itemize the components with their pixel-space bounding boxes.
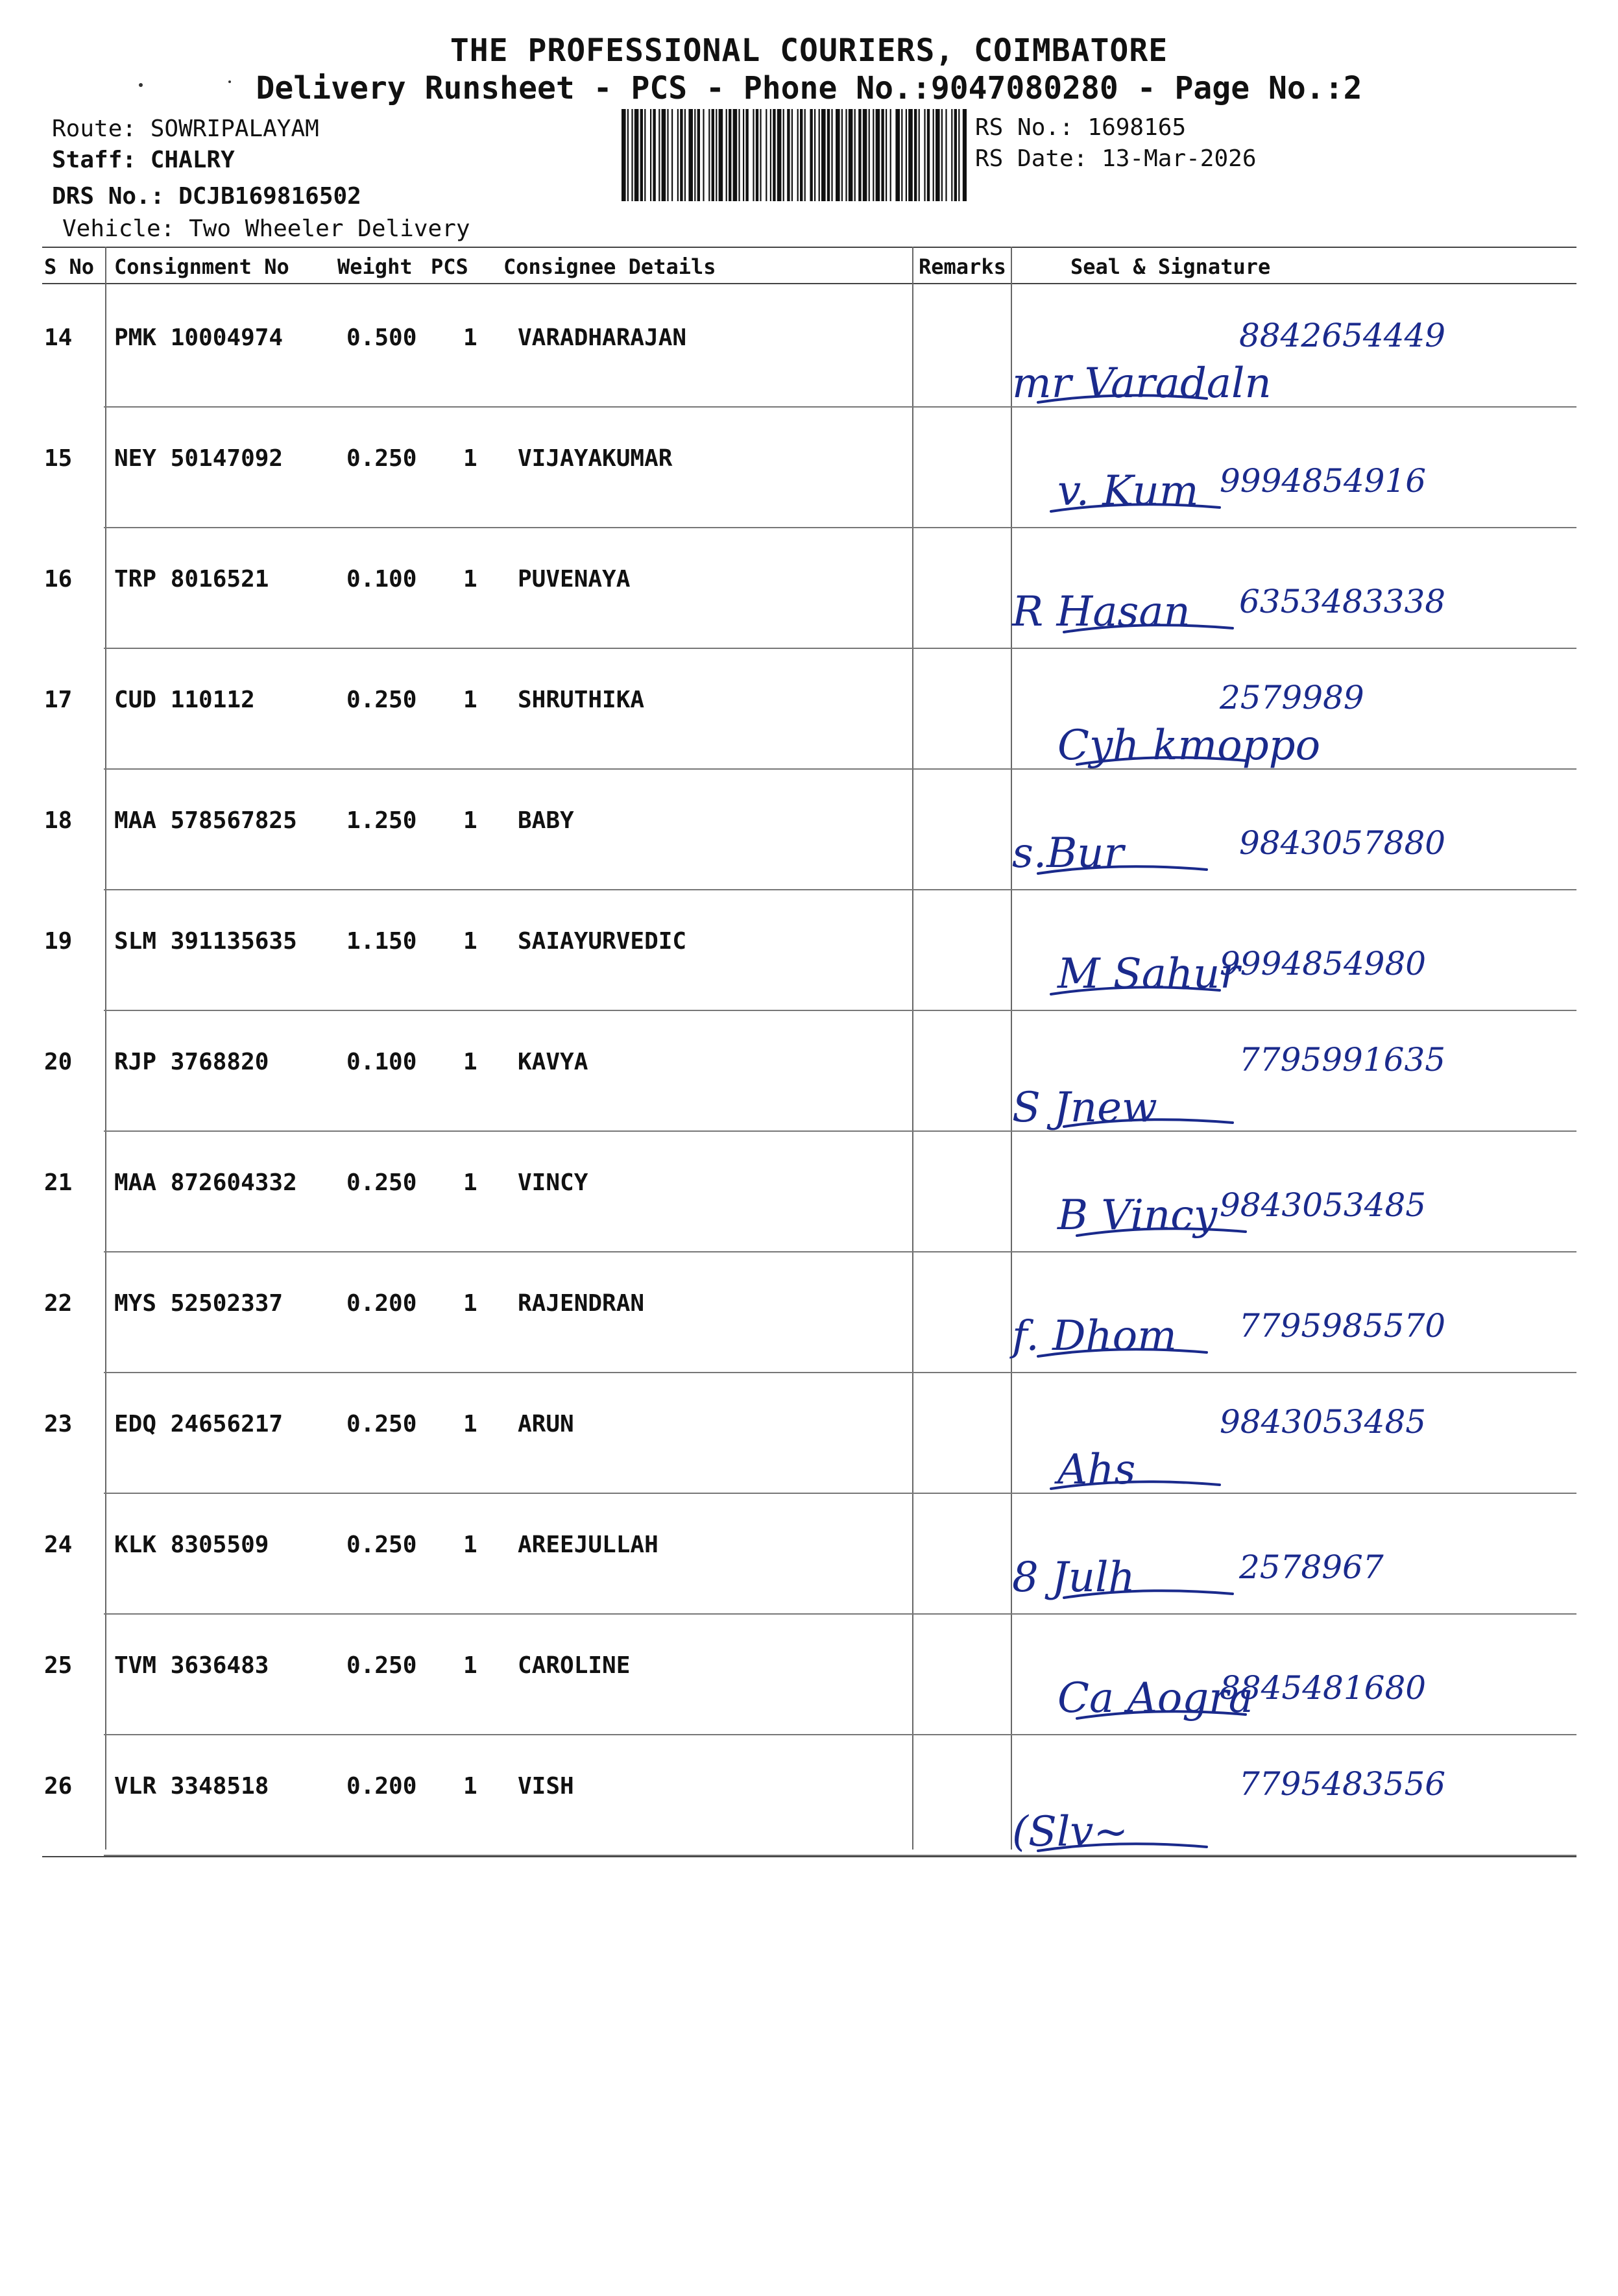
cell-consignee: BABY [518, 807, 574, 834]
barcode-bar [804, 109, 806, 201]
signature-name: M Sahur [1057, 950, 1240, 998]
barcode [622, 109, 967, 201]
rs-date-line [975, 145, 1257, 172]
barcode-bar [924, 109, 925, 201]
barcode-bar [814, 109, 815, 201]
cell-weight: 0.200 [346, 1290, 417, 1317]
cell-weight: 0.500 [346, 324, 417, 351]
barcode-bar [753, 109, 754, 201]
cell-weight: 0.250 [346, 1169, 417, 1196]
barcode-bar [766, 109, 767, 201]
cell-consignee: VINCY [518, 1169, 588, 1196]
cell-weight: 0.200 [346, 1773, 417, 1800]
barcode-bar [841, 109, 843, 201]
barcode-bar [863, 109, 867, 201]
handwritten-signature [999, 1615, 1583, 1735]
signature-phone: 6353483338 [1239, 583, 1446, 620]
barcode-bar [644, 109, 646, 201]
rs-date-label: RS Date: [975, 145, 1088, 172]
cell-consignee: PUVENAYA [518, 566, 631, 592]
barcode-bar [821, 109, 826, 201]
column-header-remarks: Remarks [919, 254, 1006, 279]
signature-phone: 2579989 [1220, 679, 1364, 716]
cell-consignee: AREEJULLAH [518, 1532, 658, 1558]
cell-sno: 26 [44, 1773, 73, 1800]
barcode-bar [869, 109, 870, 201]
barcode-bar [631, 109, 633, 201]
table-row [0, 408, 1618, 528]
barcode-bar [906, 109, 907, 201]
signature-phone: 9843053485 [1220, 1403, 1427, 1441]
signature-phone: 2578967 [1239, 1548, 1384, 1586]
barcode-bar [858, 109, 861, 201]
drs-line [52, 183, 361, 210]
cell-pcs: 1 [463, 1532, 477, 1558]
barcode-bar [886, 109, 887, 201]
signature-phone: 7795483556 [1239, 1765, 1446, 1803]
handwritten-signature [999, 1494, 1583, 1615]
cell-sno: 17 [44, 687, 73, 713]
cell-consignee: VARADHARAJAN [518, 324, 687, 351]
cell-consignment: PMK 10004974 [114, 324, 284, 351]
cell-pcs: 1 [463, 1411, 477, 1437]
scan-speck [228, 80, 231, 83]
barcode-bar [658, 109, 660, 201]
column-header-signature: Seal & Signature [1070, 254, 1271, 279]
cell-consignment: KLK 8305509 [114, 1532, 269, 1558]
cell-weight: 0.250 [346, 1652, 417, 1679]
staff-line [52, 147, 235, 173]
cell-sno: 14 [44, 324, 73, 351]
barcode-bar [849, 109, 853, 201]
cell-consignee: RAJENDRAN [518, 1290, 645, 1317]
cell-pcs: 1 [463, 1773, 477, 1800]
signature-phone: 9843057880 [1239, 824, 1446, 862]
table-row [0, 1735, 1618, 1856]
cell-pcs: 1 [463, 807, 477, 834]
table-row [0, 1494, 1618, 1615]
route-label: Route: [52, 116, 137, 142]
handwritten-signature [999, 287, 1583, 408]
barcode-bar [876, 109, 880, 201]
cell-sno: 19 [44, 928, 73, 955]
barcode-bar [760, 109, 761, 201]
vehicle-value: Two Wheeler Delivery [189, 215, 470, 242]
handwritten-signature [999, 649, 1583, 770]
handwritten-signature [999, 890, 1583, 1011]
barcode-bar [671, 109, 673, 201]
handwritten-signature [999, 1373, 1583, 1494]
cell-weight: 0.250 [346, 445, 417, 472]
cell-pcs: 1 [463, 1290, 477, 1317]
table-row [0, 1132, 1618, 1252]
rs-no-value: 1698165 [1087, 114, 1187, 141]
staff-label: Staff: [52, 147, 137, 173]
barcode-bar [773, 109, 775, 201]
barcode-bar [712, 109, 714, 201]
barcode-bar [756, 109, 758, 201]
barcode-bar [845, 109, 847, 201]
table-row [0, 1252, 1618, 1373]
table-row [0, 528, 1618, 649]
rs-no-line [975, 114, 1186, 141]
barcode-bar [716, 109, 717, 201]
table-header-rule [42, 283, 1576, 284]
barcode-bar [703, 109, 704, 201]
barcode-bar [954, 109, 957, 201]
cell-consignee: ARUN [518, 1411, 574, 1437]
signature-name: Ca Aogra [1057, 1674, 1253, 1722]
route-value: SOWRIPALAYAM [150, 116, 319, 142]
barcode-bar [743, 109, 744, 201]
barcode-bar [729, 109, 731, 201]
barcode-bar [677, 109, 679, 201]
barcode-bar [622, 109, 626, 201]
cell-weight: 0.100 [346, 1049, 417, 1075]
handwritten-signature [999, 770, 1583, 890]
column-header-consignee: Consignee Details [503, 254, 716, 279]
drs-label: DRS No.: [52, 183, 165, 210]
barcode-bar [684, 109, 686, 201]
signature-name: Ahs [1057, 1446, 1136, 1494]
table-row [0, 287, 1618, 408]
cell-sno: 18 [44, 807, 73, 834]
runsheet-subtitle: Delivery Runsheet - PCS - Phone No.:9047080280 - Page No.:2 [256, 70, 1362, 106]
barcode-bar [640, 109, 643, 201]
cell-consignment: TRP 8016521 [114, 566, 269, 592]
barcode-bar [777, 109, 782, 201]
signature-name: s.Bur [1012, 829, 1124, 877]
signature-phone: 7795985570 [1239, 1307, 1446, 1345]
barcode-bar [745, 109, 748, 201]
handwritten-signature [999, 1735, 1583, 1856]
cell-consignee: SHRUTHIKA [518, 687, 645, 713]
cell-consignment: NEY 50147092 [114, 445, 284, 472]
barcode-bar [770, 109, 771, 201]
column-header-sno: S No [44, 254, 95, 279]
cell-consignment: RJP 3768820 [114, 1049, 269, 1075]
table-row [0, 1011, 1618, 1132]
signature-name: (Slv~ [1012, 1808, 1129, 1856]
scan-speck [139, 83, 143, 87]
cell-consignment: MYS 52502337 [114, 1290, 284, 1317]
barcode-bar [831, 109, 832, 201]
barcode-bar [800, 109, 803, 201]
cell-consignment: MAA 872604332 [114, 1169, 297, 1196]
handwritten-signature [999, 1011, 1583, 1132]
cell-consignment: MAA 578567825 [114, 807, 297, 834]
barcode-bar [662, 109, 666, 201]
barcode-bar [810, 109, 812, 201]
barcode-bar [958, 109, 960, 201]
table-row [0, 1373, 1618, 1494]
table-row [0, 1615, 1618, 1735]
barcode-bar [819, 109, 820, 201]
cell-consignee: VIJAYAKUMAR [518, 445, 673, 472]
barcode-bar [688, 109, 693, 201]
signature-phone: 9843053485 [1220, 1186, 1427, 1224]
barcode-bar [719, 109, 723, 201]
barcode-bar [901, 109, 902, 201]
signature-phone: 7795991635 [1239, 1041, 1446, 1079]
barcode-bar [667, 109, 668, 201]
barcode-bar [951, 109, 952, 201]
cell-weight: 1.150 [346, 928, 417, 955]
signature-phone: 9994854980 [1220, 945, 1427, 983]
barcode-bar [680, 109, 682, 201]
cell-pcs: 1 [463, 1652, 477, 1679]
cell-consignee: KAVYA [518, 1049, 588, 1075]
cell-consignment: CUD 110112 [114, 687, 255, 713]
signature-name: B Vincy [1057, 1191, 1218, 1240]
cell-consignee: VISH [518, 1773, 574, 1800]
cell-sno: 15 [44, 445, 73, 472]
barcode-bar [634, 109, 639, 201]
cell-pcs: 1 [463, 687, 477, 713]
table-row [0, 770, 1618, 890]
barcode-bar [694, 109, 695, 201]
barcode-bar [890, 109, 891, 201]
barcode-bar [697, 109, 700, 201]
cell-sno: 16 [44, 566, 73, 592]
barcode-bar [653, 109, 655, 201]
cell-sno: 23 [44, 1411, 73, 1437]
barcode-bar [936, 109, 940, 201]
signature-name: v. Kum [1057, 467, 1199, 515]
handwritten-signature [999, 408, 1583, 528]
cell-sno: 20 [44, 1049, 73, 1075]
handwritten-signature [999, 528, 1583, 649]
cell-consignment: TVM 3636483 [114, 1652, 269, 1679]
barcode-bar [854, 109, 856, 201]
barcode-bar [945, 109, 947, 201]
barcode-bar [914, 109, 917, 201]
signature-phone: 9994854916 [1220, 462, 1427, 500]
barcode-bar [873, 109, 874, 201]
cell-consignment: EDQ 24656217 [114, 1411, 284, 1437]
handwritten-signature [999, 1132, 1583, 1252]
cell-pcs: 1 [463, 566, 477, 592]
barcode-bar [927, 109, 930, 201]
cell-consignment: VLR 3348518 [114, 1773, 269, 1800]
barcode-bar [791, 109, 793, 201]
company-title: THE PROFESSIONAL COURIERS, COIMBATORE [450, 32, 1168, 69]
signature-name: R Hasan [1012, 588, 1190, 636]
cell-pcs: 1 [463, 928, 477, 955]
barcode-bar [738, 109, 740, 201]
barcode-bar [963, 109, 967, 201]
cell-pcs: 1 [463, 1169, 477, 1196]
barcode-bar [933, 109, 934, 201]
table-bottom-rule [42, 1856, 1576, 1857]
barcode-bar [919, 109, 920, 201]
barcode-bar [941, 109, 943, 201]
barcode-bar [787, 109, 790, 201]
drs-value: DCJB169816502 [178, 183, 361, 210]
cell-consignee: SAIAYURVEDIC [518, 928, 687, 955]
cell-consignee: CAROLINE [518, 1652, 631, 1679]
signature-phone: 8845481680 [1220, 1669, 1427, 1707]
barcode-bar [908, 109, 913, 201]
signature-phone: 8842654449 [1239, 317, 1446, 354]
barcode-bar [627, 109, 629, 201]
cell-sno: 24 [44, 1532, 73, 1558]
table-row [0, 649, 1618, 770]
signature-name: mr Varadaln [1012, 360, 1272, 408]
signature-name: f. Dhom [1012, 1312, 1177, 1360]
rs-no-label: RS No.: [975, 114, 1074, 141]
cell-pcs: 1 [463, 324, 477, 351]
signature-name: 8 Julh [1012, 1554, 1135, 1602]
cell-weight: 1.250 [346, 807, 417, 834]
rs-date-value: 13-Mar-2026 [1102, 145, 1257, 172]
barcode-bar [895, 109, 900, 201]
cell-sno: 22 [44, 1290, 73, 1317]
table-top-rule [42, 247, 1576, 248]
handwritten-signature [999, 1252, 1583, 1373]
cell-pcs: 1 [463, 1049, 477, 1075]
cell-pcs: 1 [463, 445, 477, 472]
barcode-bar [797, 109, 799, 201]
vehicle-label: Vehicle: [62, 215, 175, 242]
vehicle-line [62, 215, 470, 242]
barcode-bar [726, 109, 727, 201]
cell-weight: 0.250 [346, 687, 417, 713]
cell-weight: 0.250 [346, 1411, 417, 1437]
table-row [0, 890, 1618, 1011]
cell-consignment: SLM 391135635 [114, 928, 297, 955]
barcode-bar [650, 109, 651, 201]
signature-name: Cyh kmoppo [1057, 722, 1321, 770]
barcode-bar [733, 109, 738, 201]
cell-weight: 0.100 [346, 566, 417, 592]
barcode-bar [836, 109, 840, 201]
route-line [52, 116, 319, 142]
cell-weight: 0.250 [346, 1532, 417, 1558]
cell-sno: 21 [44, 1169, 73, 1196]
column-header-consignment: Consignment No [114, 254, 289, 279]
barcode-bar [783, 109, 784, 201]
column-header-weight: Weight [337, 254, 413, 279]
barcode-bar [708, 109, 710, 201]
signature-name: S Jnew [1012, 1084, 1157, 1132]
barcode-bar [881, 109, 884, 201]
column-header-pcs: PCS [431, 254, 468, 279]
cell-sno: 25 [44, 1652, 73, 1679]
barcode-bar [827, 109, 830, 201]
staff-value: CHALRY [150, 147, 235, 173]
